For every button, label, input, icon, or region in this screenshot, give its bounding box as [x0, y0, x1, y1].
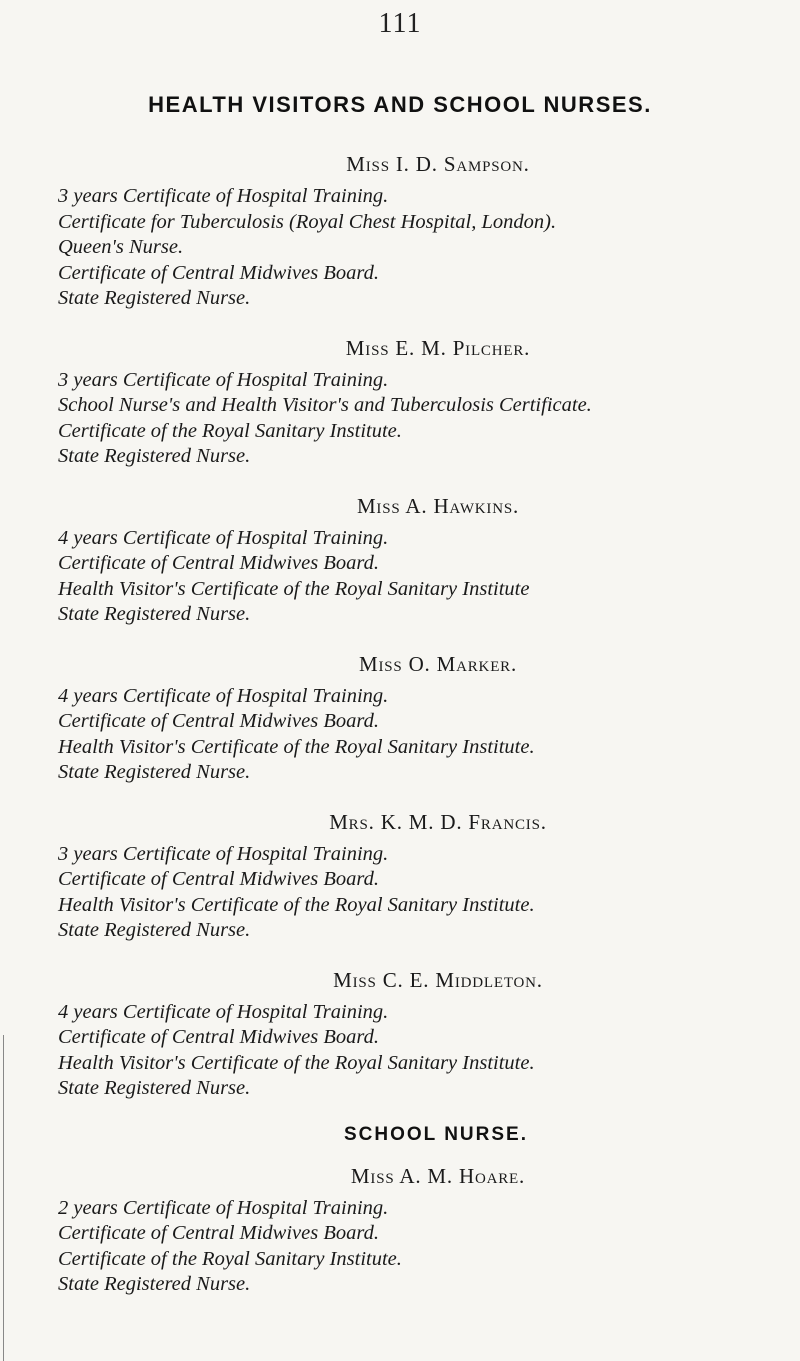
staff-name: Miss I. D. Sampson. — [346, 152, 530, 176]
staff-name: Miss A. M. Hoare. — [350, 1163, 526, 1188]
qualification: Queen's Nurse. — [58, 236, 184, 258]
staff-entry-marker — [58, 650, 788, 786]
staff-name: Mrs. K. M. D. Francis. — [329, 809, 547, 834]
staff-entry-hawkins — [58, 492, 788, 628]
qualification: State Registered Nurse. — [58, 1273, 251, 1295]
qualification: 3 years Certificate of Hospital Training. — [58, 368, 389, 391]
qualification: 4 years Certificate of Hospital Training. — [58, 684, 389, 707]
qualification-list — [58, 526, 788, 628]
staff-list — [58, 150, 788, 1320]
staff-entry-middleton — [58, 966, 788, 1102]
qualification: Health Visitor's Certificate of the Royal Sanitary Institute — [58, 577, 530, 600]
qualification: State Registered Nurse. — [58, 445, 251, 467]
staff-name: Miss C. E. Middleton. — [333, 967, 543, 992]
qualification: Certificate of Central Midwives Board. — [58, 552, 379, 574]
qualification-list — [58, 1000, 788, 1102]
staff-name: Miss O. Marker. — [358, 651, 518, 676]
qualification: Certificate of Central Midwives Board. — [58, 710, 379, 732]
qualification-list — [58, 184, 788, 312]
qualification: Certificate of Central Midwives Board. — [58, 1222, 379, 1244]
qualification: 4 years Certificate of Hospital Training. — [58, 526, 389, 549]
qualification: State Registered Nurse. — [58, 603, 251, 625]
qualification: State Registered Nurse. — [58, 1077, 251, 1099]
qualification: Health Visitor's Certificate of the Royal Sanitary Institute. — [58, 893, 535, 916]
qualification: Health Visitor's Certificate of the Royal Sanitary Institute. — [58, 735, 535, 758]
staff-entry-hoare — [58, 1162, 788, 1298]
qualification: State Registered Nurse. — [58, 287, 251, 309]
staff-entry-pilcher — [58, 334, 788, 470]
qualification: Health Visitor's Certificate of the Royal Sanitary Institute. — [58, 1051, 535, 1074]
qualification-list — [58, 684, 788, 786]
staff-name: Miss A. Hawkins. — [356, 493, 520, 518]
qualification: Certificate for Tuberculosis (Royal Chest Hospital, London). — [58, 210, 557, 233]
school-nurse-heading: SCHOOL NURSE. — [343, 1123, 528, 1145]
staff-name: Miss E. M. Pilcher. — [345, 335, 531, 360]
qualification: Certificate of the Royal Sanitary Institute. — [58, 419, 402, 442]
qualification-list — [58, 842, 788, 944]
qualification: Certificate of the Royal Sanitary Institute. — [58, 1247, 402, 1270]
qualification: 2 years Certificate of Hospital Training. — [58, 1196, 389, 1219]
qualification: 4 years Certificate of Hospital Training. — [58, 1000, 389, 1023]
page-edge-line — [3, 1035, 4, 1361]
qualification: School Nurse's and Health Visitor's and Tuberculosis Certificate. — [58, 394, 592, 416]
qualification-list — [58, 1196, 788, 1298]
qualification: State Registered Nurse. — [58, 761, 251, 783]
qualification: Certificate of Central Midwives Board. — [58, 868, 379, 890]
staff-entry-francis — [58, 808, 788, 944]
qualification: Certificate of Central Midwives Board. — [58, 1026, 379, 1048]
qualification-list — [58, 368, 788, 470]
qualification: 3 years Certificate of Hospital Training. — [58, 842, 389, 865]
qualification: 3 years Certificate of Hospital Training. — [58, 185, 389, 207]
qualification: State Registered Nurse. — [58, 919, 251, 941]
staff-entry-sampson — [58, 150, 788, 312]
main-heading: HEALTH VISITORS AND SCHOOL NURSES. — [148, 92, 652, 117]
qualification: Certificate of Central Midwives Board. — [58, 261, 379, 284]
page-number: 111 — [378, 8, 422, 39]
